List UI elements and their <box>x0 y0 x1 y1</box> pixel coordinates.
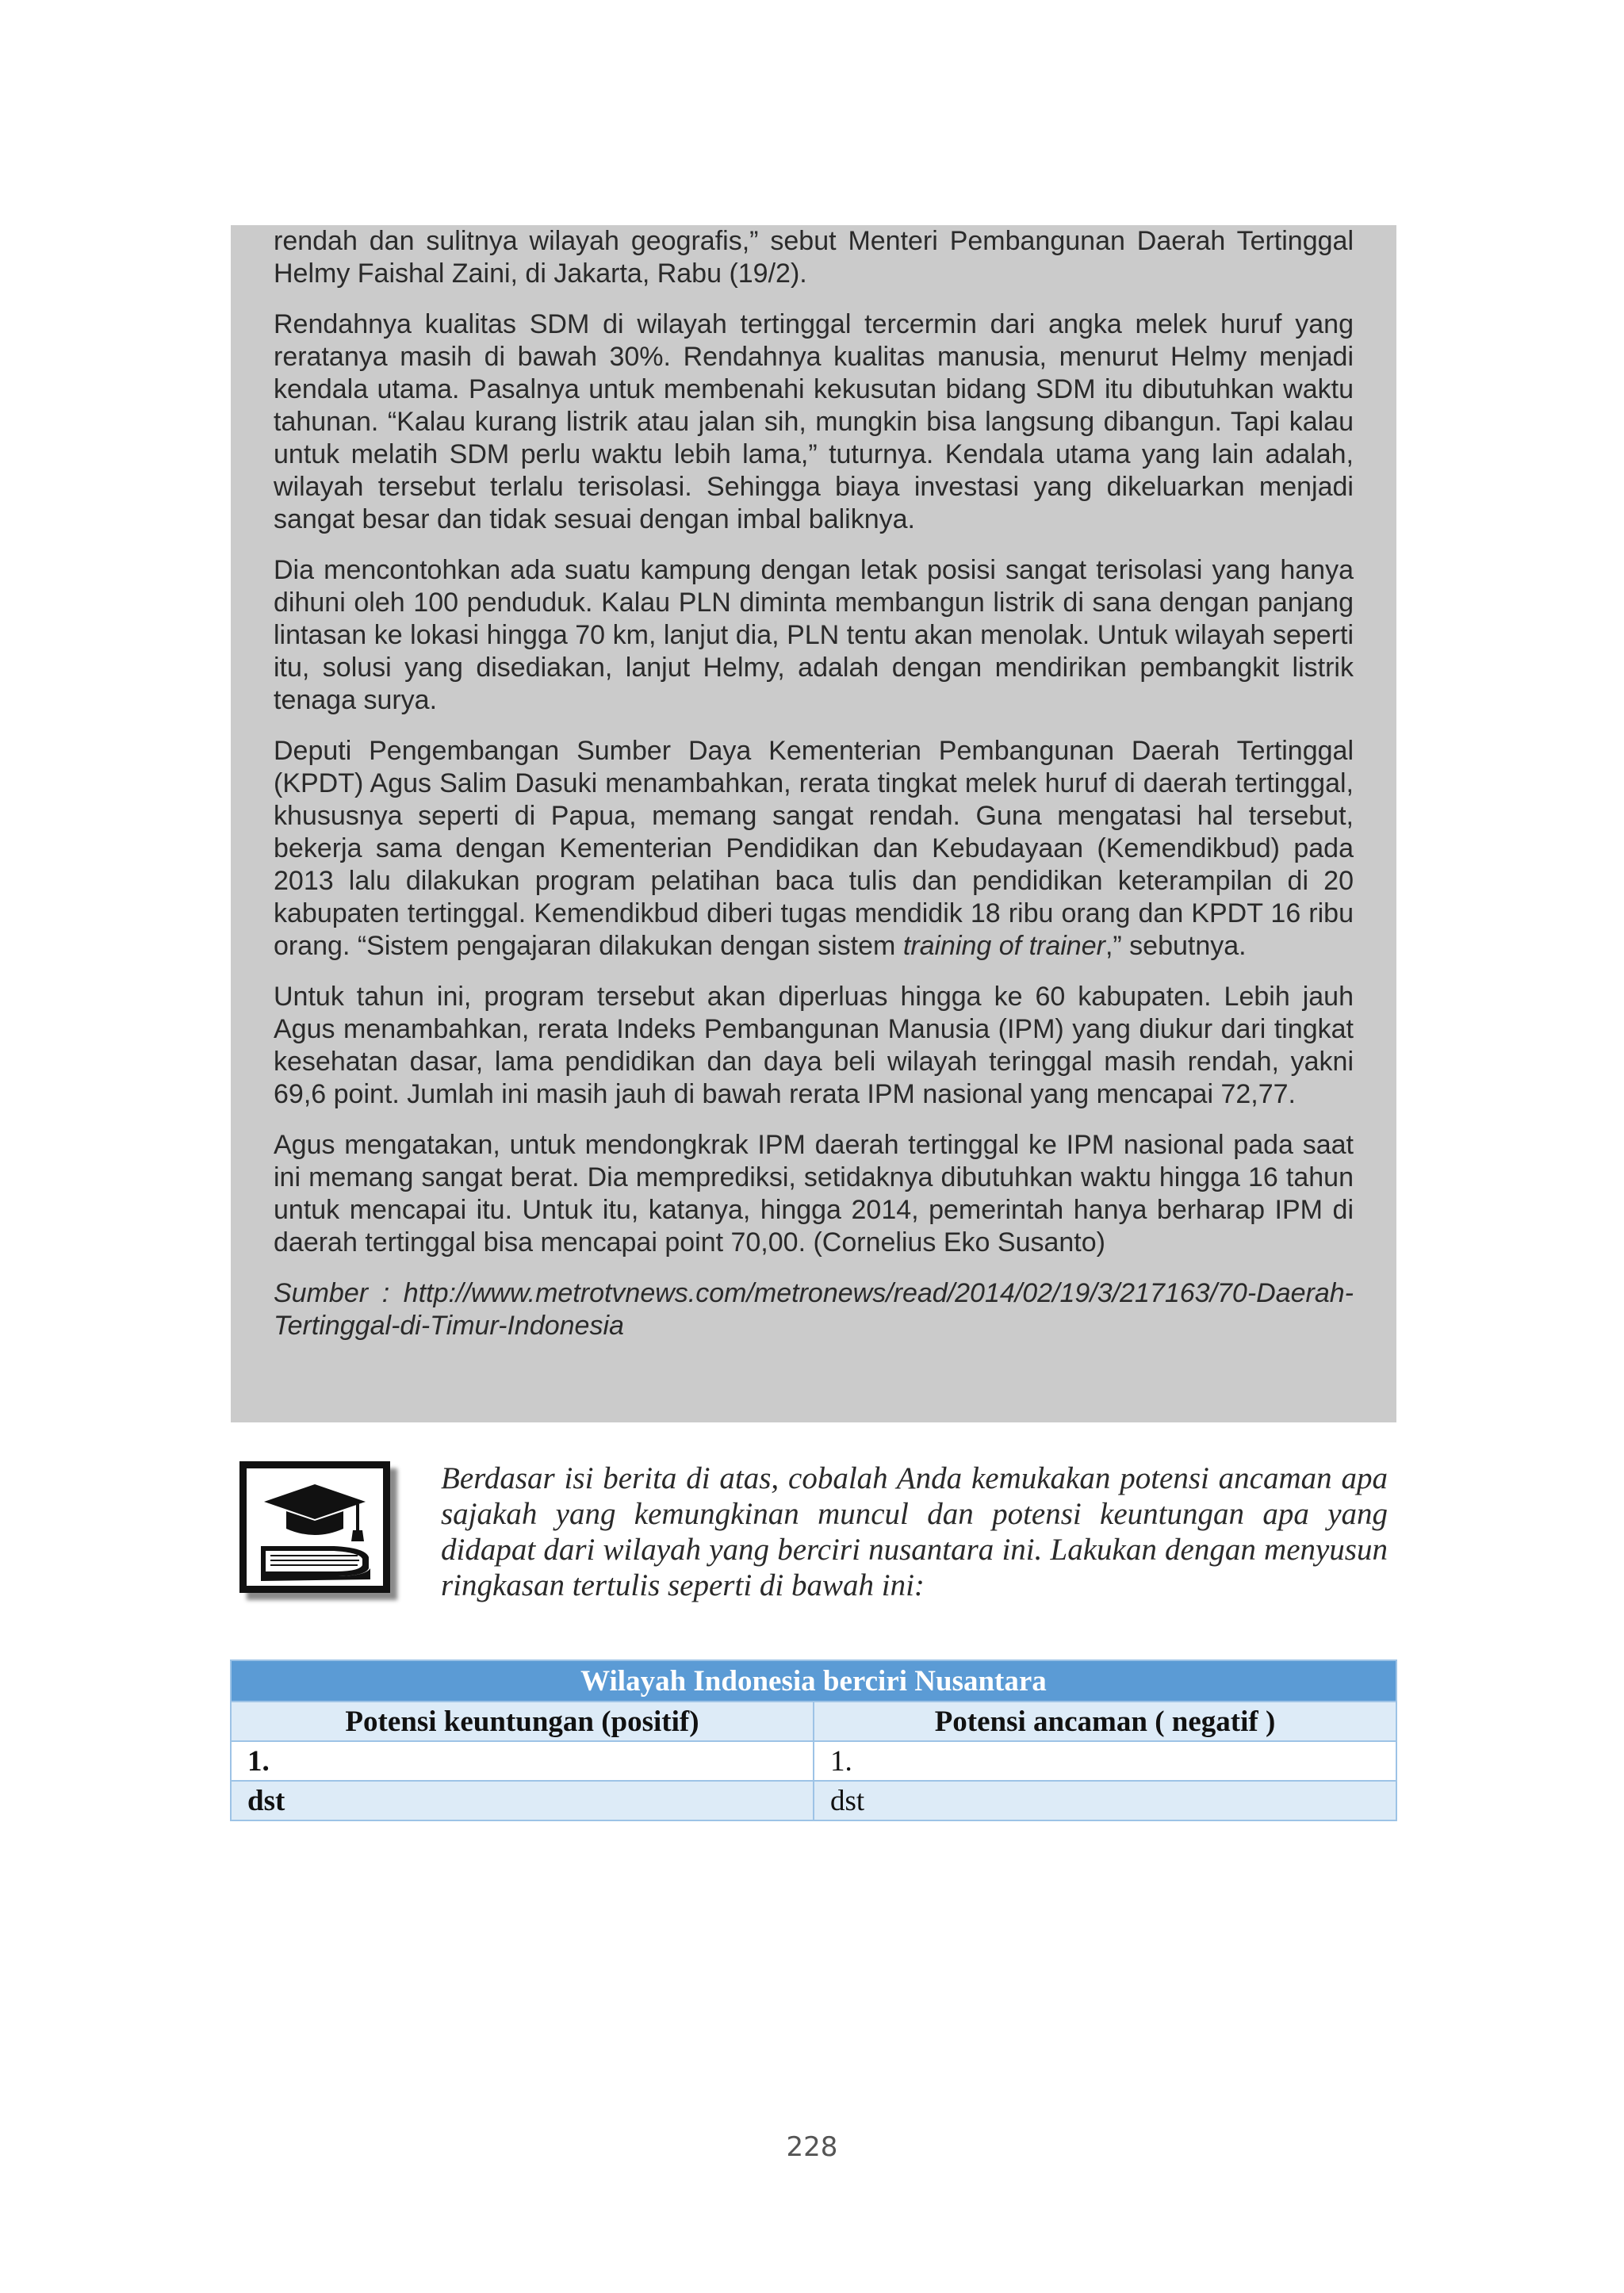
table-header-row <box>231 1702 1396 1741</box>
article-paragraph-4-italic: training of trainer <box>902 931 1105 961</box>
news-article-box <box>231 225 1396 1422</box>
summary-table <box>230 1659 1397 1821</box>
table-row <box>231 1741 1396 1781</box>
table-title-row <box>231 1660 1396 1702</box>
page-number: 228 <box>786 2131 838 2163</box>
table-cell-positive[interactable]: dst <box>231 1781 814 1820</box>
table-row <box>231 1781 1396 1820</box>
article-paragraph-5: Untuk tahun ini, program tersebut akan diperluas hingga ke 60 kabupaten. Lebih jauh Agus menambahkan, rerata Indeks Pembangunan Manusia (IPM) yang diukur dari tingkat kesehatan dasar, lama pendidikan dan daya beli wilayah teringgal masih rendah, yakni 69,6 point. Jumlah ini masih jauh di bawah rerata IPM nasional yang mencapai 72,77. <box>274 982 1354 1109</box>
article-paragraph-1: rendah dan sulitnya wilayah geografis,” sebut Menteri Pembangunan Daerah Tertinggal Helmy Faishal Zaini, di Jakarta, Rabu (19/2). <box>274 226 1354 289</box>
article-paragraph-4-main: Deputi Pengembangan Sumber Daya Kementerian Pembangunan Daerah Tertinggal (KPDT) Agus Salim Dasuki menambahkan, rerata tingkat melek huruf di daerah tertinggal, khususnya seperti di Papua, memang sangat rendah. Guna mengatasi hal tersebut, bekerja sama dengan Kementerian Pendidikan dan Kebudayaan (Kemendikbud) pada 2013 lalu dilakukan program pelatihan baca tulis dan pendidikan keterampilan di 20 kabupaten tertinggal. Kemendikbud diberi tugas mendidik 18 ribu orang dan KPDT 16 ribu orang. “Sistem pengajaran dilakukan dengan sistem <box>274 736 1354 961</box>
table-cell-negative[interactable]: dst <box>814 1781 1396 1820</box>
graduation-cap-book-icon <box>239 1461 390 1593</box>
table-header-negative: Potensi ancaman ( negatif ) <box>814 1702 1396 1741</box>
table-cell-positive[interactable]: 1. <box>231 1741 814 1781</box>
article-paragraph-4-end: ,” sebutnya. <box>1105 931 1247 961</box>
table-header-positive: Potensi keuntungan (positif) <box>231 1702 814 1741</box>
article-paragraph-2: Rendahnya kualitas SDM di wilayah tertinggal tercermin dari angka melek huruf yang reratanya masih di bawah 30%. Rendahnya kualitas manusia, menurut Helmy menjadi kendala utama. Pasalnya untuk membenahi kekusutan bidang SDM itu dibutuhkan waktu tahunan. “Kalau kurang listrik atau jalan sih, mungkin bisa langsung dibangun. Tapi kalau untuk melatih SDM perlu waktu lebih lama,” tuturnya. Kendala utama yang lain adalah, wilayah tersebut terlalu terisolasi. Sehingga biaya investasi yang dikeluarkan menjadi sangat besar dan tidak sesuai dengan imbal baliknya. <box>274 309 1354 534</box>
table-cell-negative[interactable]: 1. <box>814 1741 1396 1781</box>
table-title: Wilayah Indonesia berciri Nusantara <box>231 1660 1396 1702</box>
article-paragraph-4 <box>274 735 1354 963</box>
article-source: Sumber : http://www.metrotvnews.com/metronews/read/2014/02/19/3/217163/70-Daerah-Tertinggal-di-Timur-Indonesia <box>274 1278 1354 1341</box>
task-instruction: Berdasar isi berita di atas, cobalah Anda kemukakan potensi ancaman apa sajakah yang kemungkinan muncul dan potensi keuntungan apa yang didapat dari wilayah yang berciri nusantara ini. Lakukan dengan menyusun ringkasan tertulis seperti di bawah ini: <box>441 1461 1388 1602</box>
article-paragraph-6: Agus mengatakan, untuk mendongkrak IPM daerah tertinggal ke IPM nasional pada saat ini memang sangat berat. Dia memprediksi, setidaknya dibutuhkan waktu hingga 16 tahun untuk mencapai itu. Untuk itu, katanya, hingga 2014, pemerintah hanya berharap IPM di daerah tertinggal bisa mencapai point 70,00. (Cornelius Eko Susanto) <box>274 1130 1354 1258</box>
article-paragraph-3: Dia mencontohkan ada suatu kampung dengan letak posisi sangat terisolasi yang hanya dihuni oleh 100 penduduk. Kalau PLN diminta membangun listrik di sana dengan panjang lintasan ke lokasi hingga 70 km, lanjut dia, PLN tentu akan menolak. Untuk wilayah seperti itu, solusi yang disediakan, lanjut Helmy, adalah dengan mendirikan pembangkit listrik tenaga surya. <box>274 555 1354 715</box>
